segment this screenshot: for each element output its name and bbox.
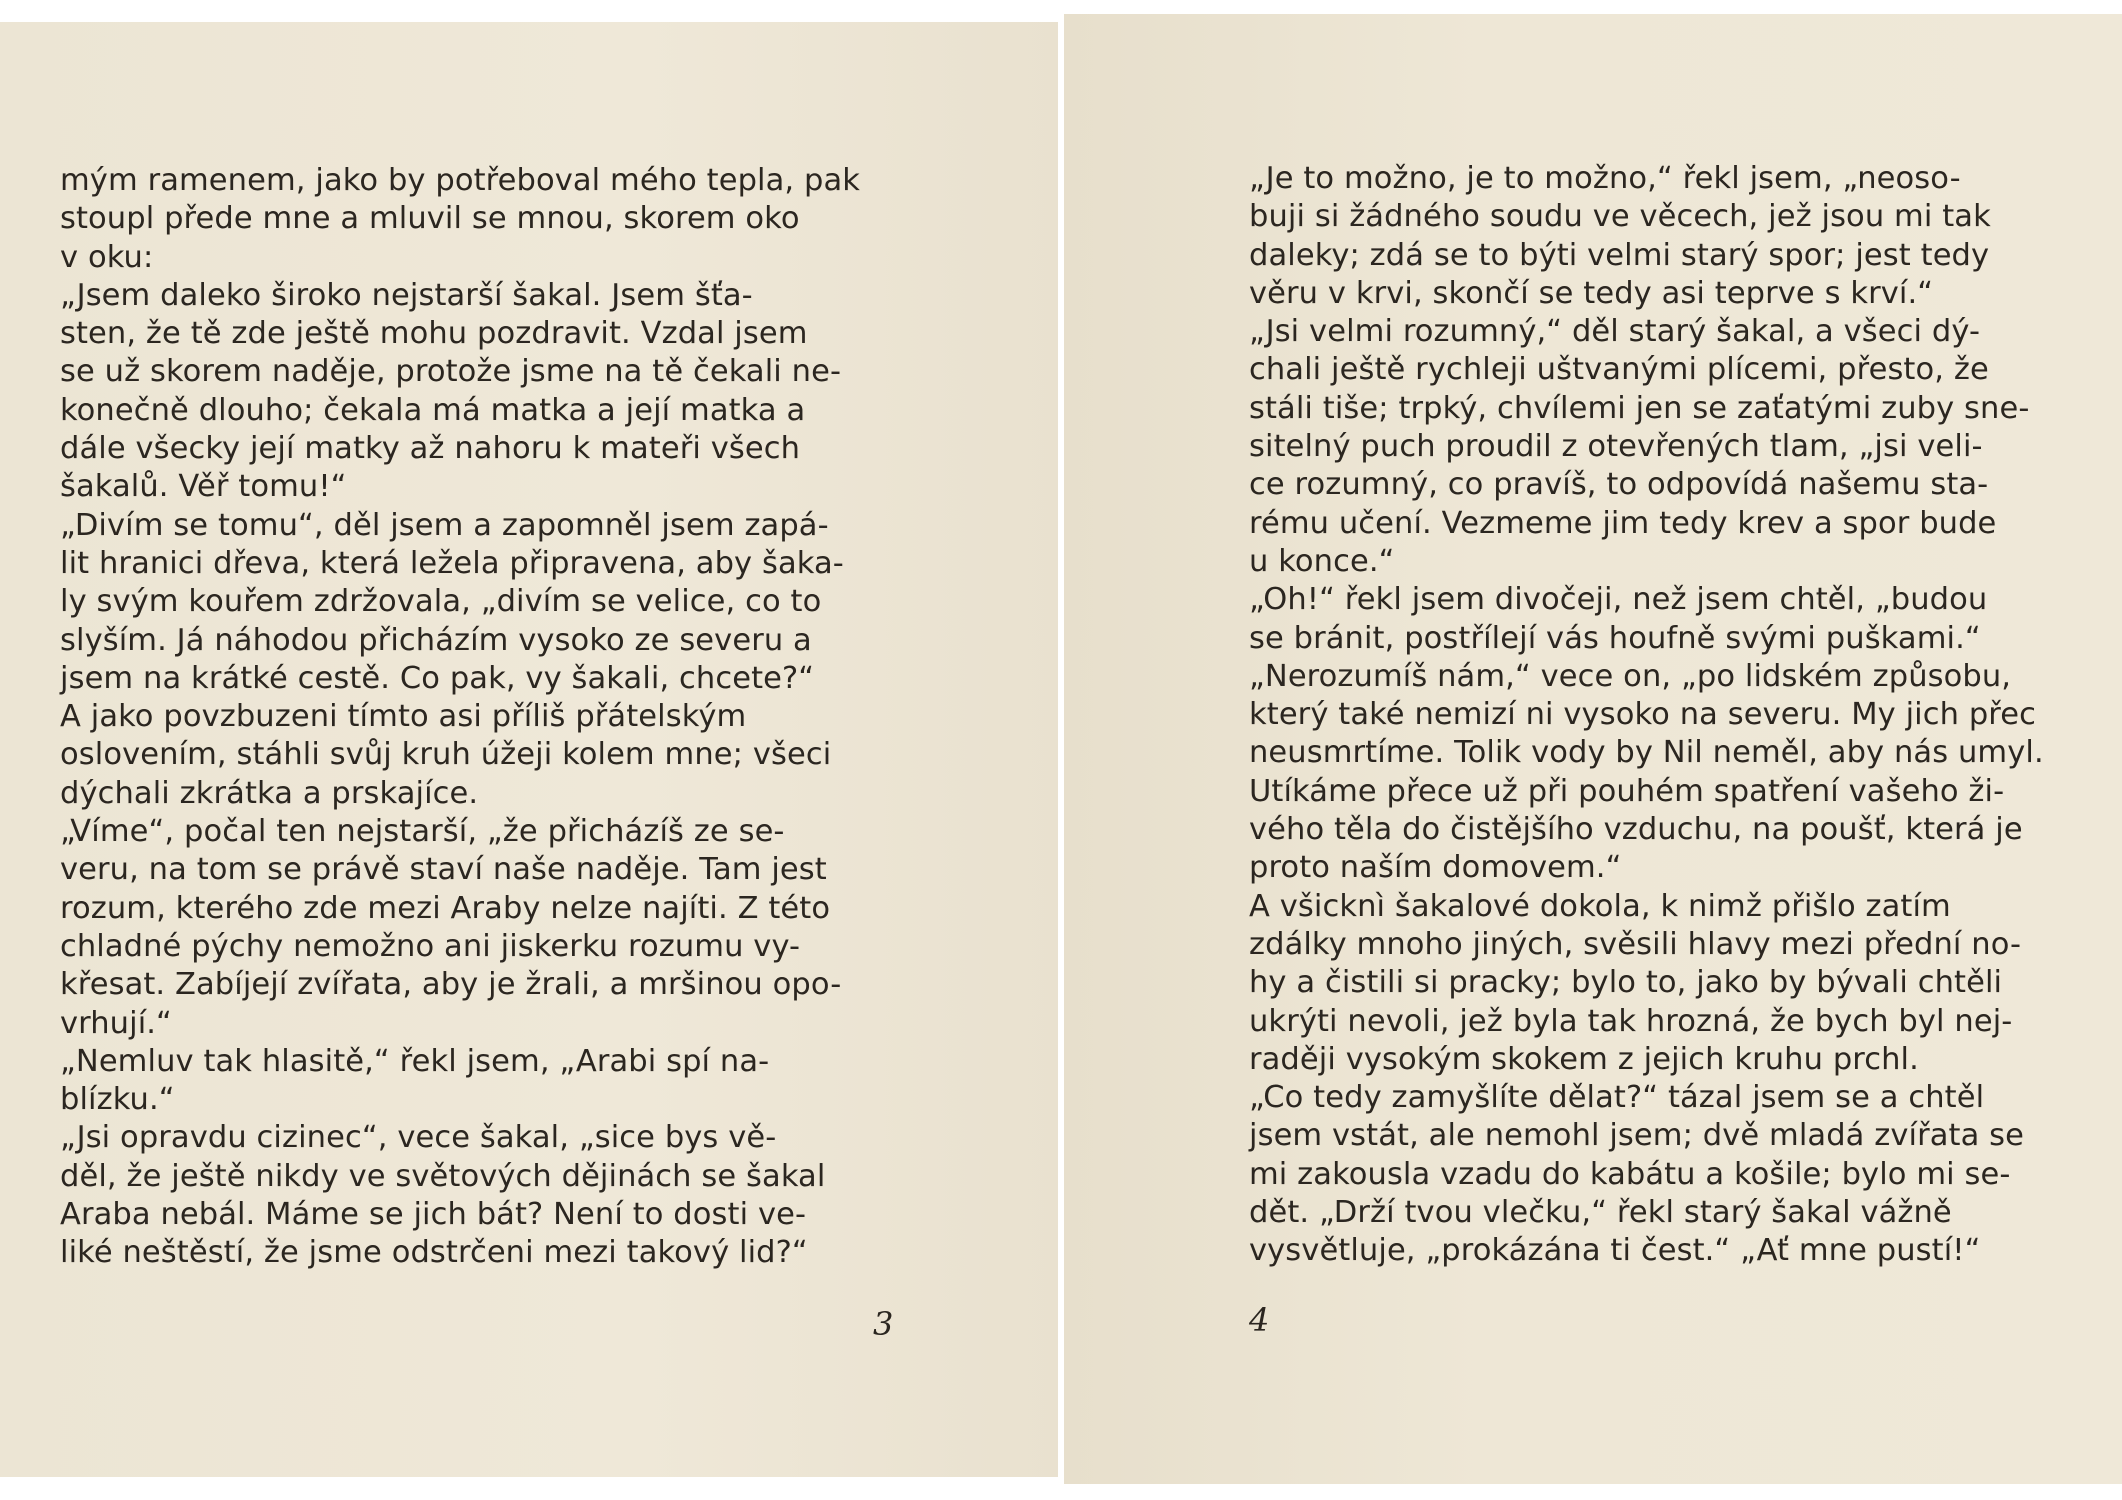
text-line: „Nemluv tak hlasitě,“ řekl jsem, „Arabi spí na- xyxy=(60,1043,770,1079)
text-line: „Víme“, počal ten nejstarší, „že přicházíš ze se- xyxy=(60,814,785,850)
text-line: „Divím se tomu“, děl jsem a zapomněl jsem zapá- xyxy=(60,507,829,543)
text-line: „Oh!“ řekl jsem divočeji, než jsem chtěl, „budou xyxy=(1249,582,1988,618)
text-line: Utíkáme přece už při pouhém spatření vašeho ži- xyxy=(1249,773,2005,809)
text-line: blízku.“ xyxy=(60,1082,175,1118)
text-line: neusmrtíme. Tolik vody by Nil neměl, aby nás umyl. xyxy=(1249,735,2044,771)
text-line: proto naším domovem.“ xyxy=(1249,850,1622,886)
text-line: chali ještě rychleji uštvanými plícemi, přesto, že xyxy=(1249,352,1989,388)
text-line: děl, že ještě nikdy ve světových dějinách se šakal xyxy=(60,1158,826,1194)
text-line: A všicknì šakalové dokola, k nimž přišlo zatím xyxy=(1249,888,1951,924)
text-line: jsem vstát, ale nemohl jsem; dvě mladá zvířata se xyxy=(1249,1118,2025,1154)
text-line: rozum, kterého zde mezi Araby nelze najíti. Z této xyxy=(60,890,831,926)
text-line: lit hranici dřeva, která ležela připravena, aby šaka- xyxy=(60,545,844,581)
text-line: vysvětluje, „prokázána ti čest.“ „Ať mne pustí!“ xyxy=(1249,1233,1981,1269)
text-line: který také nemizí ni vysoko na severu. My jich přec xyxy=(1249,697,2037,733)
text-line: věru v krvi, skončí se tedy asi teprve s krví.“ xyxy=(1249,275,1934,311)
text-line: chladné pýchy nemožno ani jiskerku rozumu vy- xyxy=(60,928,801,964)
text-line: stáli tiše; trpký, chvílemi jen se zaťatými zuby sne- xyxy=(1249,390,2030,426)
text-line: jsem na krátké cestě. Co pak, vy šakali, chcete?“ xyxy=(60,660,815,696)
text-line: se bránit, postřílejí vás houfně svými puškami.“ xyxy=(1249,620,1981,656)
left-page-text xyxy=(60,162,900,1273)
text-line: „Jsi opravdu cizinec“, vece šakal, „sice bys vě- xyxy=(60,1120,777,1156)
page-number: 4 xyxy=(1249,1301,1270,1339)
text-line: „Je to možno, je to možno,“ řekl jsem, „neoso- xyxy=(1249,161,1961,196)
text-line: „Nerozumíš nám,“ vece on, „po lidském způsobu, xyxy=(1249,658,2012,694)
text-line: u konce.“ xyxy=(1249,543,1395,579)
text-line: vého těla do čistějšího vzduchu, na poušť, která je xyxy=(1249,812,2023,848)
text-line: šakalů. Věř tomu!“ xyxy=(60,469,347,505)
text-line: hy a čistili si pracky; bylo to, jako by bývali chtěli xyxy=(1249,965,2003,1001)
right-page xyxy=(1064,14,2122,1484)
text-line: dále všecky její matky až nahoru k mateři všech xyxy=(60,431,801,467)
text-line: se už skorem naděje, protože jsme na tě čekali ne- xyxy=(60,354,842,390)
text-line: Araba nebál. Máme se jich bát? Není to dosti ve- xyxy=(60,1197,807,1233)
text-line: daleky; zdá se to býti velmi starý spor; jest tedy xyxy=(1249,237,1990,273)
text-line: oslovením, stáhli svůj kruh úžeji kolem mne; všeci xyxy=(60,737,832,773)
text-line: sten, že tě zde ještě mohu pozdravit. Vzdal jsem xyxy=(60,316,808,352)
text-line: stoupl přede mne a mluvil se mnou, skorem oko xyxy=(60,201,800,237)
text-line: konečně dlouho; čekala má matka a její matka a xyxy=(60,392,806,428)
text-line: mi zakousla vzadu do kabátu a košile; bylo mi se- xyxy=(1249,1156,2011,1192)
text-line: slyším. Já náhodou přicházím vysoko ze severu a xyxy=(60,622,812,658)
text-line: veru, na tom se právě staví naše naděje. Tam jest xyxy=(60,852,827,888)
text-line: rému učení. Vezmeme jim tedy krev a spor bude xyxy=(1249,505,1997,541)
text-line: křesat. Zabíjejí zvířata, aby je žrali, a mršinou opo- xyxy=(60,967,842,1003)
text-line: v oku: xyxy=(60,239,154,275)
text-line: buji si žádného soudu ve věcech, jež jsou mi tak xyxy=(1249,199,1991,235)
text-line: „Jsi velmi rozumný,“ děl starý šakal, a všeci dý- xyxy=(1249,314,1981,350)
text-line: dět. „Drží tvou vlečku,“ řekl starý šakal vážně xyxy=(1249,1195,1952,1231)
text-line: vrhují.“ xyxy=(60,1005,172,1041)
text-line: A jako povzbuzeni tímto asi příliš přátelským xyxy=(60,699,747,735)
text-line: ukrýti nevoli, jež byla tak hrozná, že bych byl nej- xyxy=(1249,1003,2013,1039)
text-line: ly svým kouřem zdržovala, „divím se velice, co to xyxy=(60,584,822,620)
text-line: „Jsem daleko široko nejstarší šakal. Jsem šťa- xyxy=(60,277,753,313)
page-number: 3 xyxy=(873,1305,894,1343)
right-page-text xyxy=(1249,160,2069,1271)
text-line: sitelný puch proudil z otevřených tlam, „jsi veli- xyxy=(1249,429,1983,465)
text-line: mým ramenem, jako by potřeboval mého tepla, pak xyxy=(60,163,861,198)
text-line: raději vysokým skokem z jejich kruhu prchl. xyxy=(1249,1041,1919,1077)
left-page xyxy=(0,22,1060,1477)
text-line: liké neštěstí, že jsme odstrčeni mezi takový lid?“ xyxy=(60,1235,808,1271)
text-line: dýchali zkrátka a prskajíce. xyxy=(60,775,479,811)
text-line: ce rozumný, co pravíš, to odpovídá našemu sta- xyxy=(1249,467,1989,503)
text-line: „Co tedy zamyšlíte dělat?“ tázal jsem se a chtěl xyxy=(1249,1080,1985,1116)
text-line: zdálky mnoho jiných, svěsili hlavy mezi přední no- xyxy=(1249,926,2022,962)
